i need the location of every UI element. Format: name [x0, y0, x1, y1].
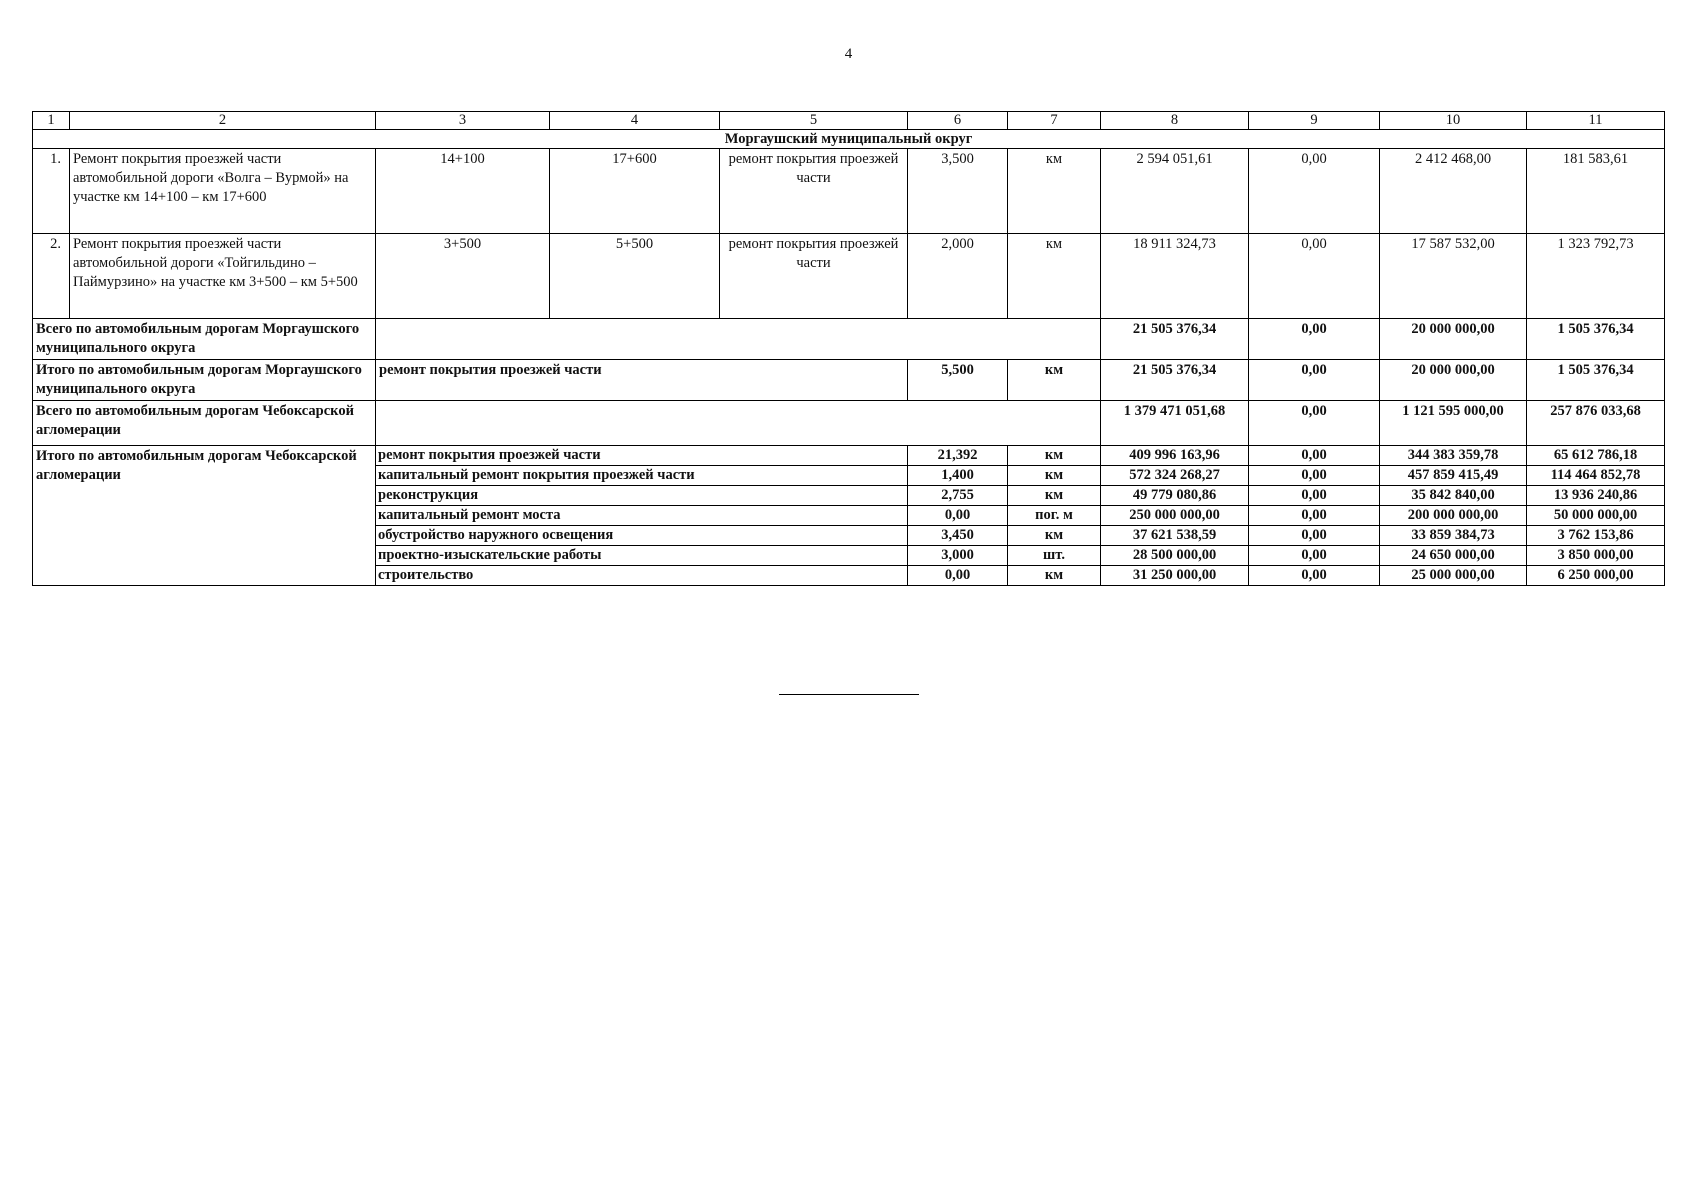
agglomeration-total-col-10: 1 121 595 000,00 — [1380, 401, 1527, 446]
item-col-10: 17 587 532,00 — [1380, 234, 1527, 319]
subtotal-work-type: ремонт покрытия проезжей части — [376, 446, 908, 466]
col-header-11: 11 — [1527, 112, 1665, 130]
subtotal-quantity: 0,00 — [908, 506, 1008, 526]
subtotal-col-11: 3 850 000,00 — [1527, 546, 1665, 566]
subtotal-quantity: 3,000 — [908, 546, 1008, 566]
item-total: 18 911 324,73 — [1101, 234, 1249, 319]
item-unit: км — [1008, 234, 1101, 319]
subtotal-work-type: реконструкция — [376, 486, 908, 506]
subtotal-unit: км — [1008, 526, 1101, 546]
subtotal-unit: км — [1008, 486, 1101, 506]
district-subtotal-row — [33, 360, 1665, 401]
subtotal-col-10: 25 000 000,00 — [1380, 566, 1527, 586]
subtotal-col-10: 24 650 000,00 — [1380, 546, 1527, 566]
agglomeration-total-col-11: 257 876 033,68 — [1527, 401, 1665, 446]
col-header-4: 4 — [550, 112, 720, 130]
subtotal-col-9: 0,00 — [1249, 526, 1380, 546]
col-header-3: 3 — [376, 112, 550, 130]
col-header-5: 5 — [720, 112, 908, 130]
item-end-km: 5+500 — [550, 234, 720, 319]
item-name: Ремонт покрытия проезжей части автомобильной дороги «Тойгильдино – Паймурзино» на участке км 3+500 – км 5+500 — [70, 234, 376, 319]
subtotal-col-11: 50 000 000,00 — [1527, 506, 1665, 526]
item-quantity: 2,000 — [908, 234, 1008, 319]
subtotal-col-10: 35 842 840,00 — [1380, 486, 1527, 506]
subtotal-sum: 250 000 000,00 — [1101, 506, 1249, 526]
item-col-9: 0,00 — [1249, 149, 1380, 234]
agglomeration-total-row — [33, 401, 1665, 446]
subtotal-quantity: 3,450 — [908, 526, 1008, 546]
district-total-row — [33, 319, 1665, 360]
item-total: 2 594 051,61 — [1101, 149, 1249, 234]
col-header-10: 10 — [1380, 112, 1527, 130]
subtotal-unit: пог. м — [1008, 506, 1101, 526]
page-number: 4 — [844, 46, 853, 62]
item-start-km: 14+100 — [376, 149, 550, 234]
agglomeration-total-empty — [376, 401, 1101, 446]
subtotal-sum: 28 500 000,00 — [1101, 546, 1249, 566]
subtotal-sum: 409 996 163,96 — [1101, 446, 1249, 466]
subtotal-col-11: 65 612 786,18 — [1527, 446, 1665, 466]
table-row — [33, 149, 1665, 234]
district-subtotal-label: Итого по автомобильным дорогам Моргаушского муниципального округа — [33, 360, 376, 401]
col-header-1: 1 — [33, 112, 70, 130]
district-subtotal-sum: 21 505 376,34 — [1101, 360, 1249, 401]
district-subtotal-col-11: 1 505 376,34 — [1527, 360, 1665, 401]
subtotal-col-10: 33 859 384,73 — [1380, 526, 1527, 546]
table-row — [33, 234, 1665, 319]
subtotal-col-9: 0,00 — [1249, 446, 1380, 466]
item-start-km: 3+500 — [376, 234, 550, 319]
subtotal-sum: 572 324 268,27 — [1101, 466, 1249, 486]
col-header-6: 6 — [908, 112, 1008, 130]
district-total-empty — [376, 319, 1101, 360]
subtotal-work-type: строительство — [376, 566, 908, 586]
district-total-col-9: 0,00 — [1249, 319, 1380, 360]
district-subtotal-quantity: 5,500 — [908, 360, 1008, 401]
subtotal-unit: км — [1008, 566, 1101, 586]
item-col-10: 2 412 468,00 — [1380, 149, 1527, 234]
agglomeration-total-sum: 1 379 471 051,68 — [1101, 401, 1249, 446]
subtotal-col-10: 200 000 000,00 — [1380, 506, 1527, 526]
item-col-11: 1 323 792,73 — [1527, 234, 1665, 319]
district-total-sum: 21 505 376,34 — [1101, 319, 1249, 360]
district-subtotal-col-9: 0,00 — [1249, 360, 1380, 401]
subtotal-quantity: 1,400 — [908, 466, 1008, 486]
subtotal-col-9: 0,00 — [1249, 566, 1380, 586]
section-title: Моргаушский муниципальный округ — [33, 130, 1665, 149]
district-total-col-11: 1 505 376,34 — [1527, 319, 1665, 360]
agglomeration-subtotal-row — [33, 446, 1665, 466]
subtotal-quantity: 21,392 — [908, 446, 1008, 466]
item-end-km: 17+600 — [550, 149, 720, 234]
subtotal-col-10: 344 383 359,78 — [1380, 446, 1527, 466]
column-number-header-row — [33, 112, 1665, 130]
district-total-label: Всего по автомобильным дорогам Моргаушского муниципального округа — [33, 319, 376, 360]
item-number: 1. — [33, 149, 70, 234]
section-row — [33, 130, 1665, 149]
subtotal-sum: 31 250 000,00 — [1101, 566, 1249, 586]
agglomeration-total-col-9: 0,00 — [1249, 401, 1380, 446]
district-total-col-10: 20 000 000,00 — [1380, 319, 1527, 360]
subtotal-unit: шт. — [1008, 546, 1101, 566]
subtotal-work-type: капитальный ремонт покрытия проезжей части — [376, 466, 908, 486]
end-of-document-line — [779, 694, 919, 695]
item-work-type: ремонт покрытия проезжей части — [720, 234, 908, 319]
district-subtotal-col-10: 20 000 000,00 — [1380, 360, 1527, 401]
subtotal-col-9: 0,00 — [1249, 546, 1380, 566]
subtotal-quantity: 2,755 — [908, 486, 1008, 506]
subtotal-col-11: 114 464 852,78 — [1527, 466, 1665, 486]
subtotal-unit: км — [1008, 446, 1101, 466]
district-subtotal-work: ремонт покрытия проезжей части — [376, 360, 908, 401]
agglomeration-total-label: Всего по автомобильным дорогам Чебоксарской агломерации — [33, 401, 376, 446]
subtotal-unit: км — [1008, 466, 1101, 486]
col-header-7: 7 — [1008, 112, 1101, 130]
subtotal-col-9: 0,00 — [1249, 486, 1380, 506]
col-header-2: 2 — [70, 112, 376, 130]
item-unit: км — [1008, 149, 1101, 234]
budget-table — [32, 111, 1665, 586]
item-number: 2. — [33, 234, 70, 319]
subtotal-col-9: 0,00 — [1249, 506, 1380, 526]
subtotal-work-type: проектно-изыскательские работы — [376, 546, 908, 566]
item-name: Ремонт покрытия проезжей части автомобильной дороги «Волга – Вурмой» на участке км 14+100 – км 17+600 — [70, 149, 376, 234]
agglomeration-subtotal-label: Итого по автомобильным дорогам Чебоксарской агломерации — [33, 446, 376, 586]
subtotal-col-10: 457 859 415,49 — [1380, 466, 1527, 486]
subtotal-col-11: 3 762 153,86 — [1527, 526, 1665, 546]
subtotal-sum: 37 621 538,59 — [1101, 526, 1249, 546]
subtotal-work-type: капитальный ремонт моста — [376, 506, 908, 526]
item-col-11: 181 583,61 — [1527, 149, 1665, 234]
subtotal-sum: 49 779 080,86 — [1101, 486, 1249, 506]
col-header-9: 9 — [1249, 112, 1380, 130]
subtotal-col-11: 13 936 240,86 — [1527, 486, 1665, 506]
subtotal-work-type: обустройство наружного освещения — [376, 526, 908, 546]
subtotal-col-9: 0,00 — [1249, 466, 1380, 486]
subtotal-quantity: 0,00 — [908, 566, 1008, 586]
item-col-9: 0,00 — [1249, 234, 1380, 319]
item-quantity: 3,500 — [908, 149, 1008, 234]
col-header-8: 8 — [1101, 112, 1249, 130]
district-subtotal-unit: км — [1008, 360, 1101, 401]
item-work-type: ремонт покрытия проезжей части — [720, 149, 908, 234]
subtotal-col-11: 6 250 000,00 — [1527, 566, 1665, 586]
